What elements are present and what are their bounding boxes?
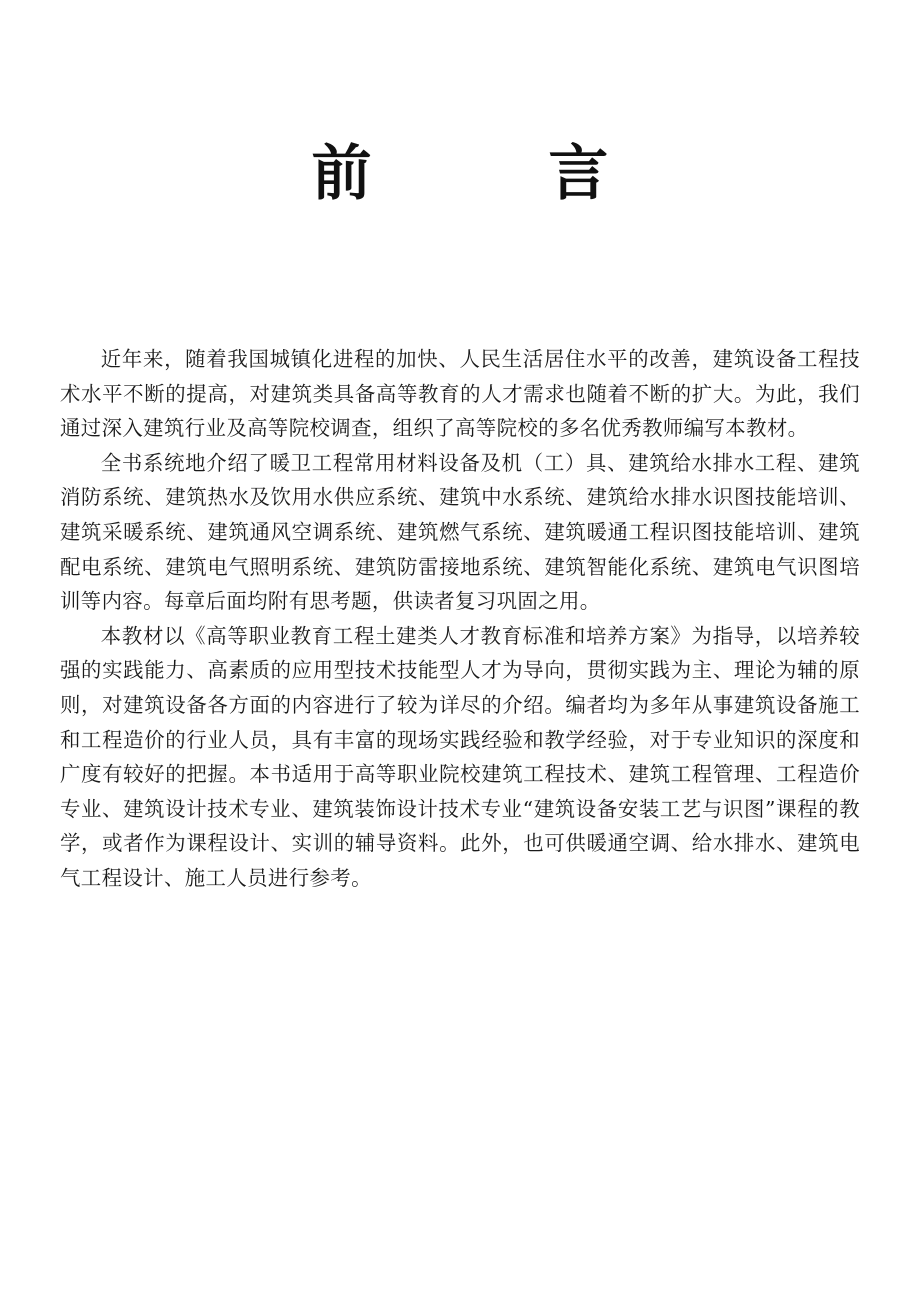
paragraph-1: 近年来，随着我国城镇化进程的加快、人民生活居住水平的改善，建筑设备工程技术水平不断的提高，对建筑类具备高等教育的人才需求也随着不断的扩大。为此，我们通过深入建筑行业及高等院校调查，组织了高等院校的多名优秀教师编写本教材。 <box>60 347 860 441</box>
paragraph-2: 全书系统地介绍了暖卫工程常用材料设备及机（工）具、建筑给水排水工程、建筑消防系统、建筑热水及饮用水供应系统、建筑中水系统、建筑给水排水识图技能培训、建筑采暖系统、建筑通风空调系统、建筑燃气系统、建筑暖通工程识图技能培训、建筑配电系统、建筑电气照明系统、建筑防雷接地系统、建筑智能化系统、建筑电气识图培训等内容。每章后面均附有思考题，供读者复习巩固之用。 <box>60 450 860 614</box>
preface-body <box>60 342 860 896</box>
page-title: 前 言 <box>311 139 687 209</box>
paragraph-3: 本教材以《高等职业教育工程土建类人才教育标准和培养方案》为指导，以培养较强的实践能力、高素质的应用型技术技能型人才为导向，贯彻实践为主、理论为辅的原则，对建筑设备各方面的内容进行了较为详尽的介绍。编者均为多年从事建筑设备施工和工程造价的行业人员，具有丰富的现场实践经验和教学经验，对于专业知识的深度和广度有较好的把握。本书适用于高等职业院校建筑工程技术、建筑工程管理、工程造价专业、建筑设计技术专业、建筑装饰设计技术专业“建筑设备安装工艺与识图”课程的教学，或者作为课程设计、实训的辅导资料。此外，也可供暖通空调、给水排水、建筑电气工程设计、施工人员进行参考。 <box>60 623 860 890</box>
